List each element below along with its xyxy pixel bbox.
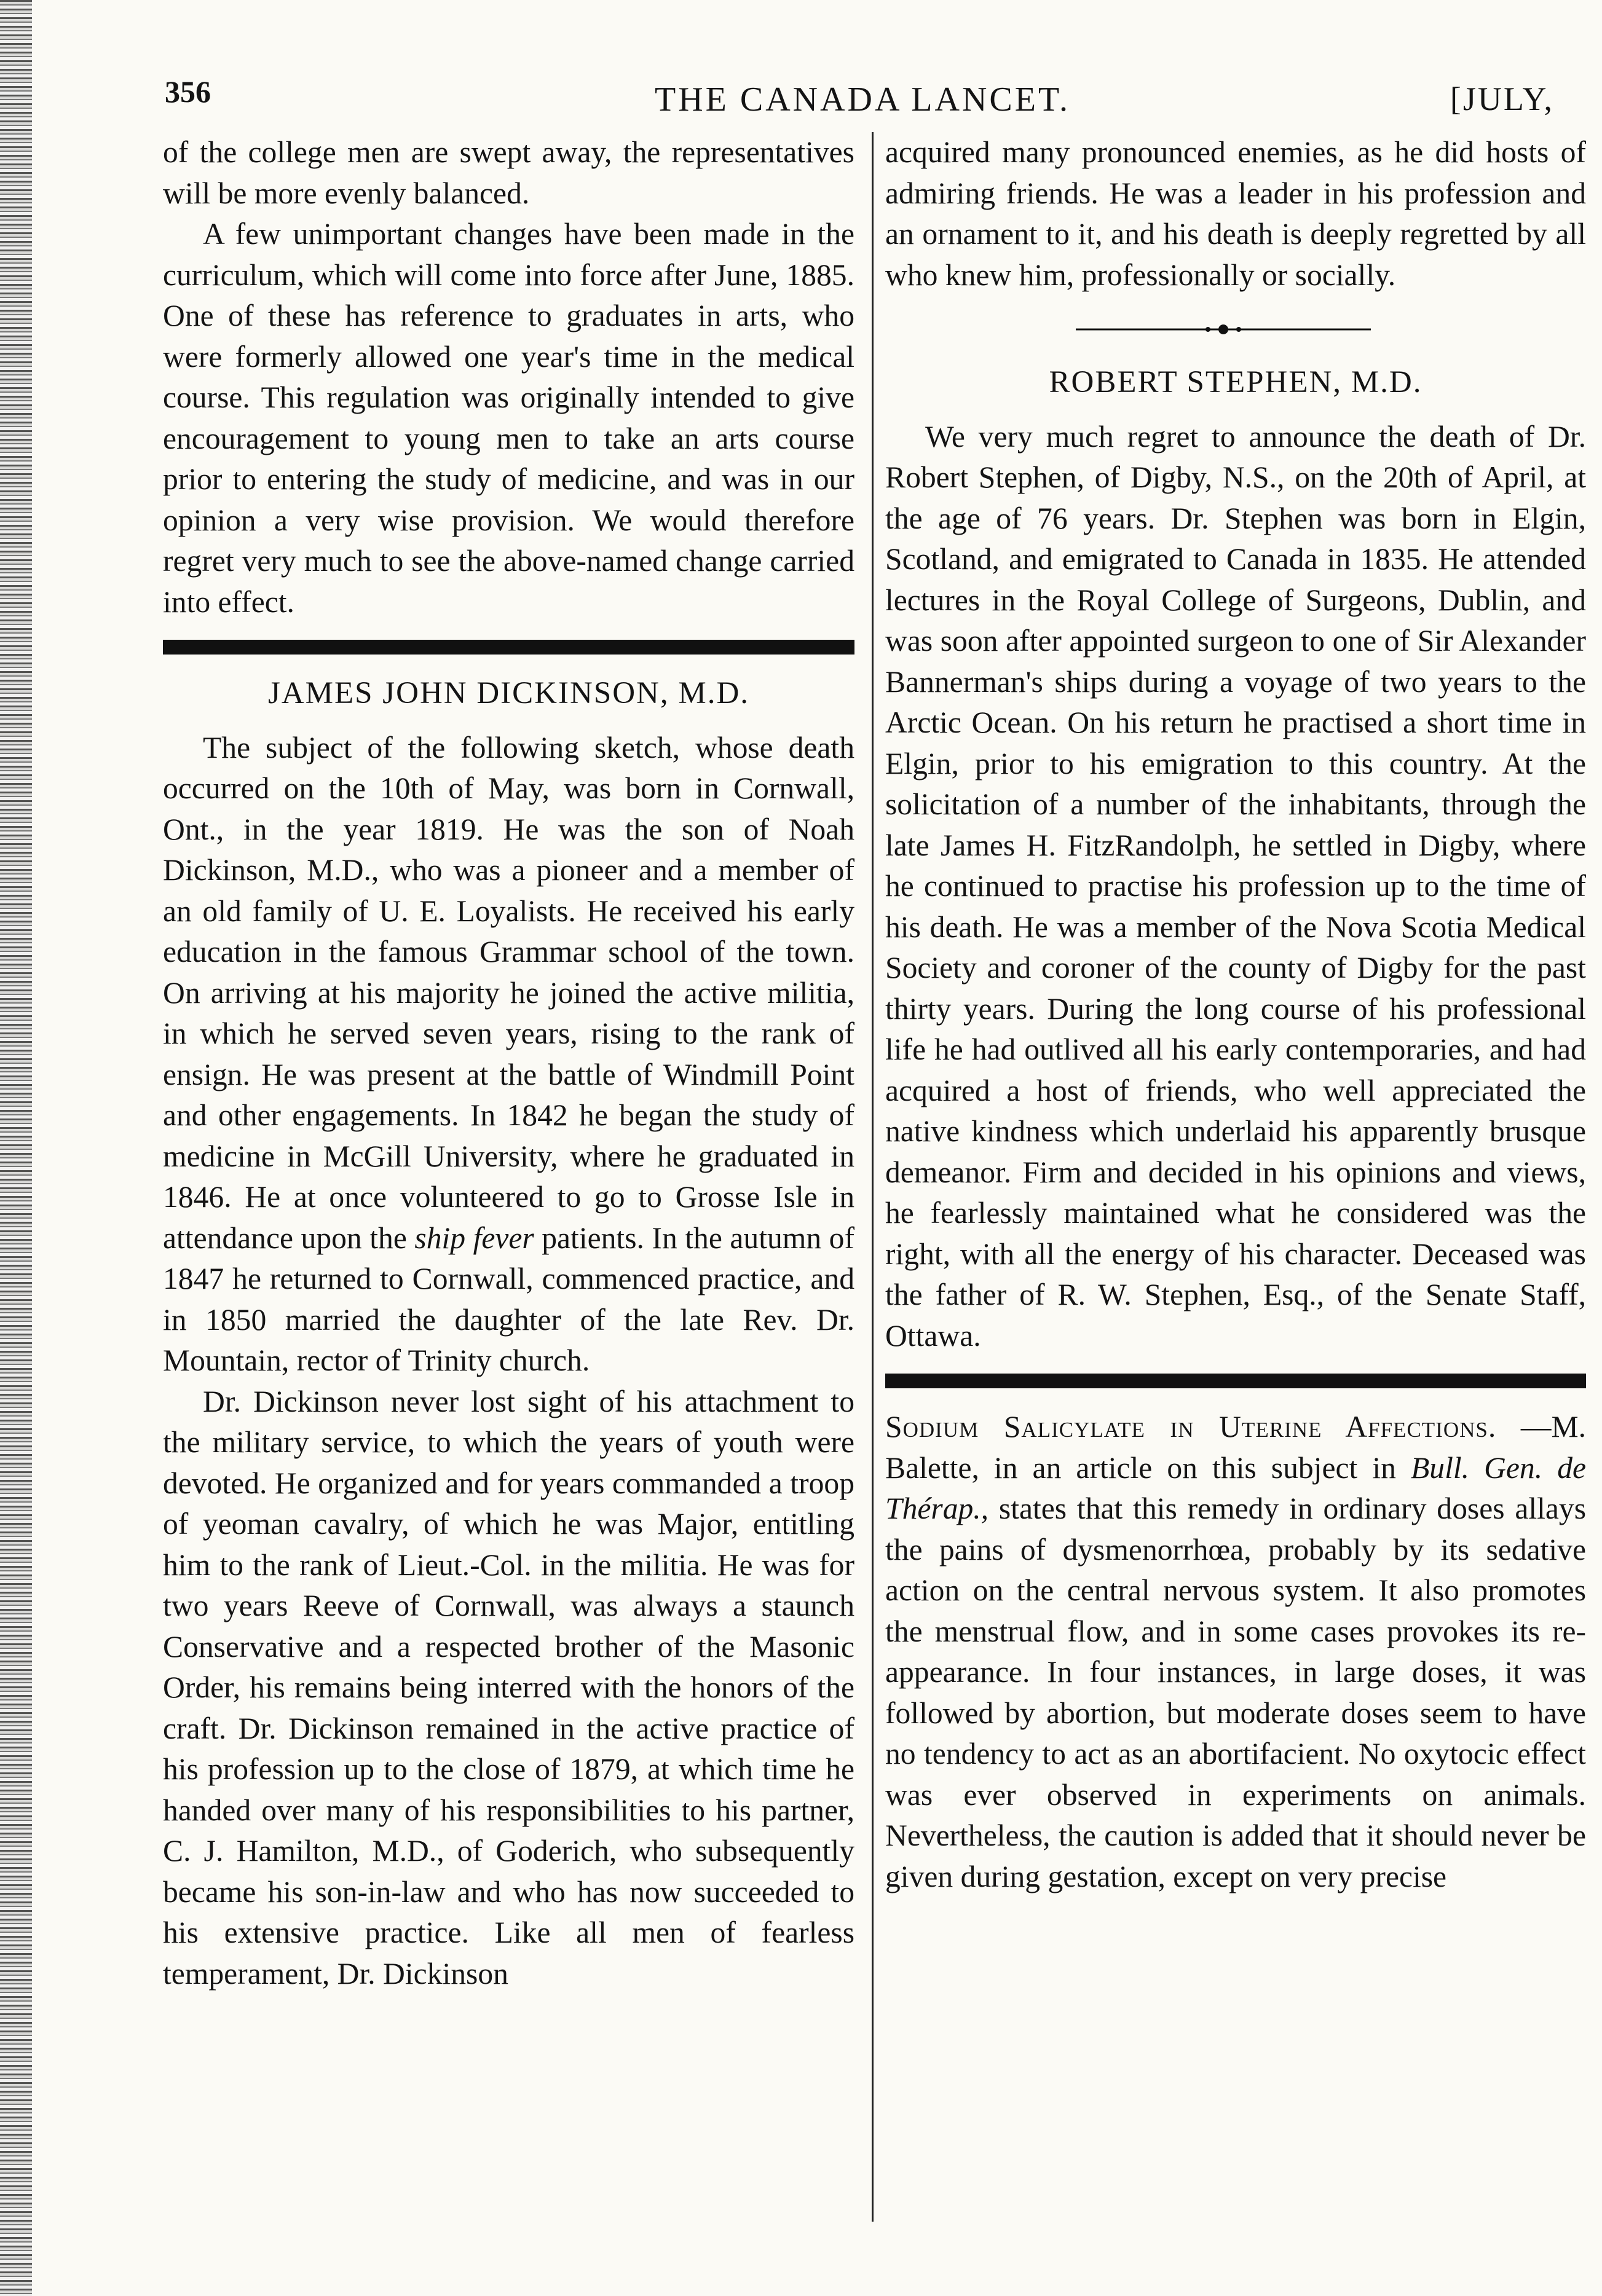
- section-divider: [885, 1374, 1586, 1388]
- page-number: 356: [165, 74, 211, 109]
- text-run: The subject of the following sketch, whose death occurred on the 10th of May, was born in Cornwall, Ont., in the year 1819. He was the son of Noah Dickinson, M.D., who was a pioneer and a member of an old family of U. E. Loyalists. He received his early education in the famous Grammar school of the town. On arriving at his majority he joined the active militia, in which he served seven years, rising to the rank of ensign. He was present at the battle of Windmill Point and other engagements. In 1842 he began the study of medicine in McGill University, where he graduated in 1846. He at once volunteered to go to Grosse Isle in attendance upon the: [163, 730, 854, 1255]
- continued-paragraph: acquired many pronounced enemies, as he did hosts of admiring friends. He was a leader in his profession and an ornament to it, and his death is deeply regretted by all who knew him, professionally or socially.: [885, 135, 1586, 292]
- sodium-salicylate-paragraph: [885, 1407, 1586, 1897]
- text-run: patients. In the autumn of 1847 he returned to Cornwall, commenced practice, and in 1850 married the daughter of the late Rev. Dr. Mountain, rector of Trinity church.: [163, 1221, 854, 1377]
- section-divider: [163, 640, 854, 655]
- right-column: [885, 132, 1586, 1897]
- journal-citation: Bull. Gen. de Thérap.,: [885, 1450, 1586, 1525]
- divider-ornament-icon: [1070, 320, 1377, 339]
- obituary-heading-dickinson: JAMES JOHN DICKINSON, M.D.: [267, 676, 750, 710]
- obituary-heading-stephen: ROBERT STEPHEN, M.D.: [1049, 365, 1422, 399]
- issue-month: [JULY,: [1450, 81, 1554, 117]
- curriculum-paragraph: A few unimportant changes have been made in the curriculum, which will come into force after June, 1885. One of these has reference to graduates in arts, who were formerly allowed one year's time in the medical course. This regulation was originally intended to give encouragement to young men to take an arts course prior to entering the study of medicine, and was in our opinion a very wise provision. We would therefore regret very much to see the above-named change carried into effect.: [163, 217, 854, 619]
- ornamental-divider: [885, 315, 1586, 345]
- column-rule: [872, 132, 874, 2222]
- dickinson-paragraph-1: [163, 728, 854, 1382]
- stephen-paragraph: We very much regret to announce the death of Dr. Robert Stephen, of Digby, N.S., on the 20th of April, at the age of 76 years. Dr. Stephen was born in Elgin, Scotland, and emigrated to Canada in 1835. He attended lectures in the Royal College of Surgeons, Dublin, and was soon after appointed surgeon to one of Sir Alexander Bannerman's ships during a voyage of two years to the Arctic Ocean. On his return he practised a short time in Elgin, prior to his emigration to this country. At the solicitation of a number of the inhabitants, through the late James H. FitzRandolph, he settled in Digby, where he continued to practise his profession up to the time of his death. He was a member of the Nova Scotia Medical Society and coroner of the county of Digby for the past thirty years. During the long course of his professional life he had outlived all his early contemporaries, and had acquired a host of friends, who well appreciated the native kindness which underlaid his apparently brusque demeanor. Firm and decided in his opinions and views, he fearlessly maintained what he considered was the right, with all the energy of his character. Deceased was the father of R. W. Stephen, Esq., of the Senate Staff, Ottawa.: [885, 419, 1586, 1353]
- page-binding-edge: [0, 0, 32, 2296]
- continued-paragraph: of the college men are swept away, the representatives will be more evenly balanced.: [163, 135, 854, 210]
- text-run: —M. Balette, in an article on this subject in: [885, 1410, 1586, 1485]
- article-title: Sodium Salicylate in Uterine Affections.: [885, 1410, 1497, 1444]
- journal-title: THE CANADA LANCET.: [654, 81, 1071, 119]
- running-header: [165, 74, 1560, 129]
- dickinson-paragraph-2: Dr. Dickinson never lost sight of his attachment to the military service, to which the years of youth were devoted. He organized and for years commanded a troop of yeoman cavalry, of which he was Major, entitling him to the rank of Lieut.-Col. in the militia. He was for two years Reeve of Cornwall, was always a staunch Conservative and a respected brother of the Masonic Order, his remains being interred with the honors of the craft. Dr. Dickinson remained in the active practice of his profession up to the close of 1879, at which time he handed over many of his responsibilities to his partner, C. J. Hamilton, M.D., of Goderich, who subsequently became his son-in-law and who has now succeeded to his extensive practice. Like all men of fearless temperament, Dr. Dickinson: [163, 1384, 854, 1991]
- text-run: states that this remedy in ordinary doses allays the pains of dysmenorrhœa, probably by its sedative action on the central nervous system. It also promotes the menstrual flow, and in some cases provokes its re-appearance. In four instances, in large doses, it was followed by abortion, but moderate doses seem to have no tendency to act as an abortifacient. No oxytocic effect was ever observed in experiments on animals. Nevertheless, the caution is added that it should never be given during gestation, except on very precise: [885, 1492, 1587, 1893]
- italic-term: ship fever: [414, 1221, 534, 1255]
- left-column: [163, 132, 854, 1994]
